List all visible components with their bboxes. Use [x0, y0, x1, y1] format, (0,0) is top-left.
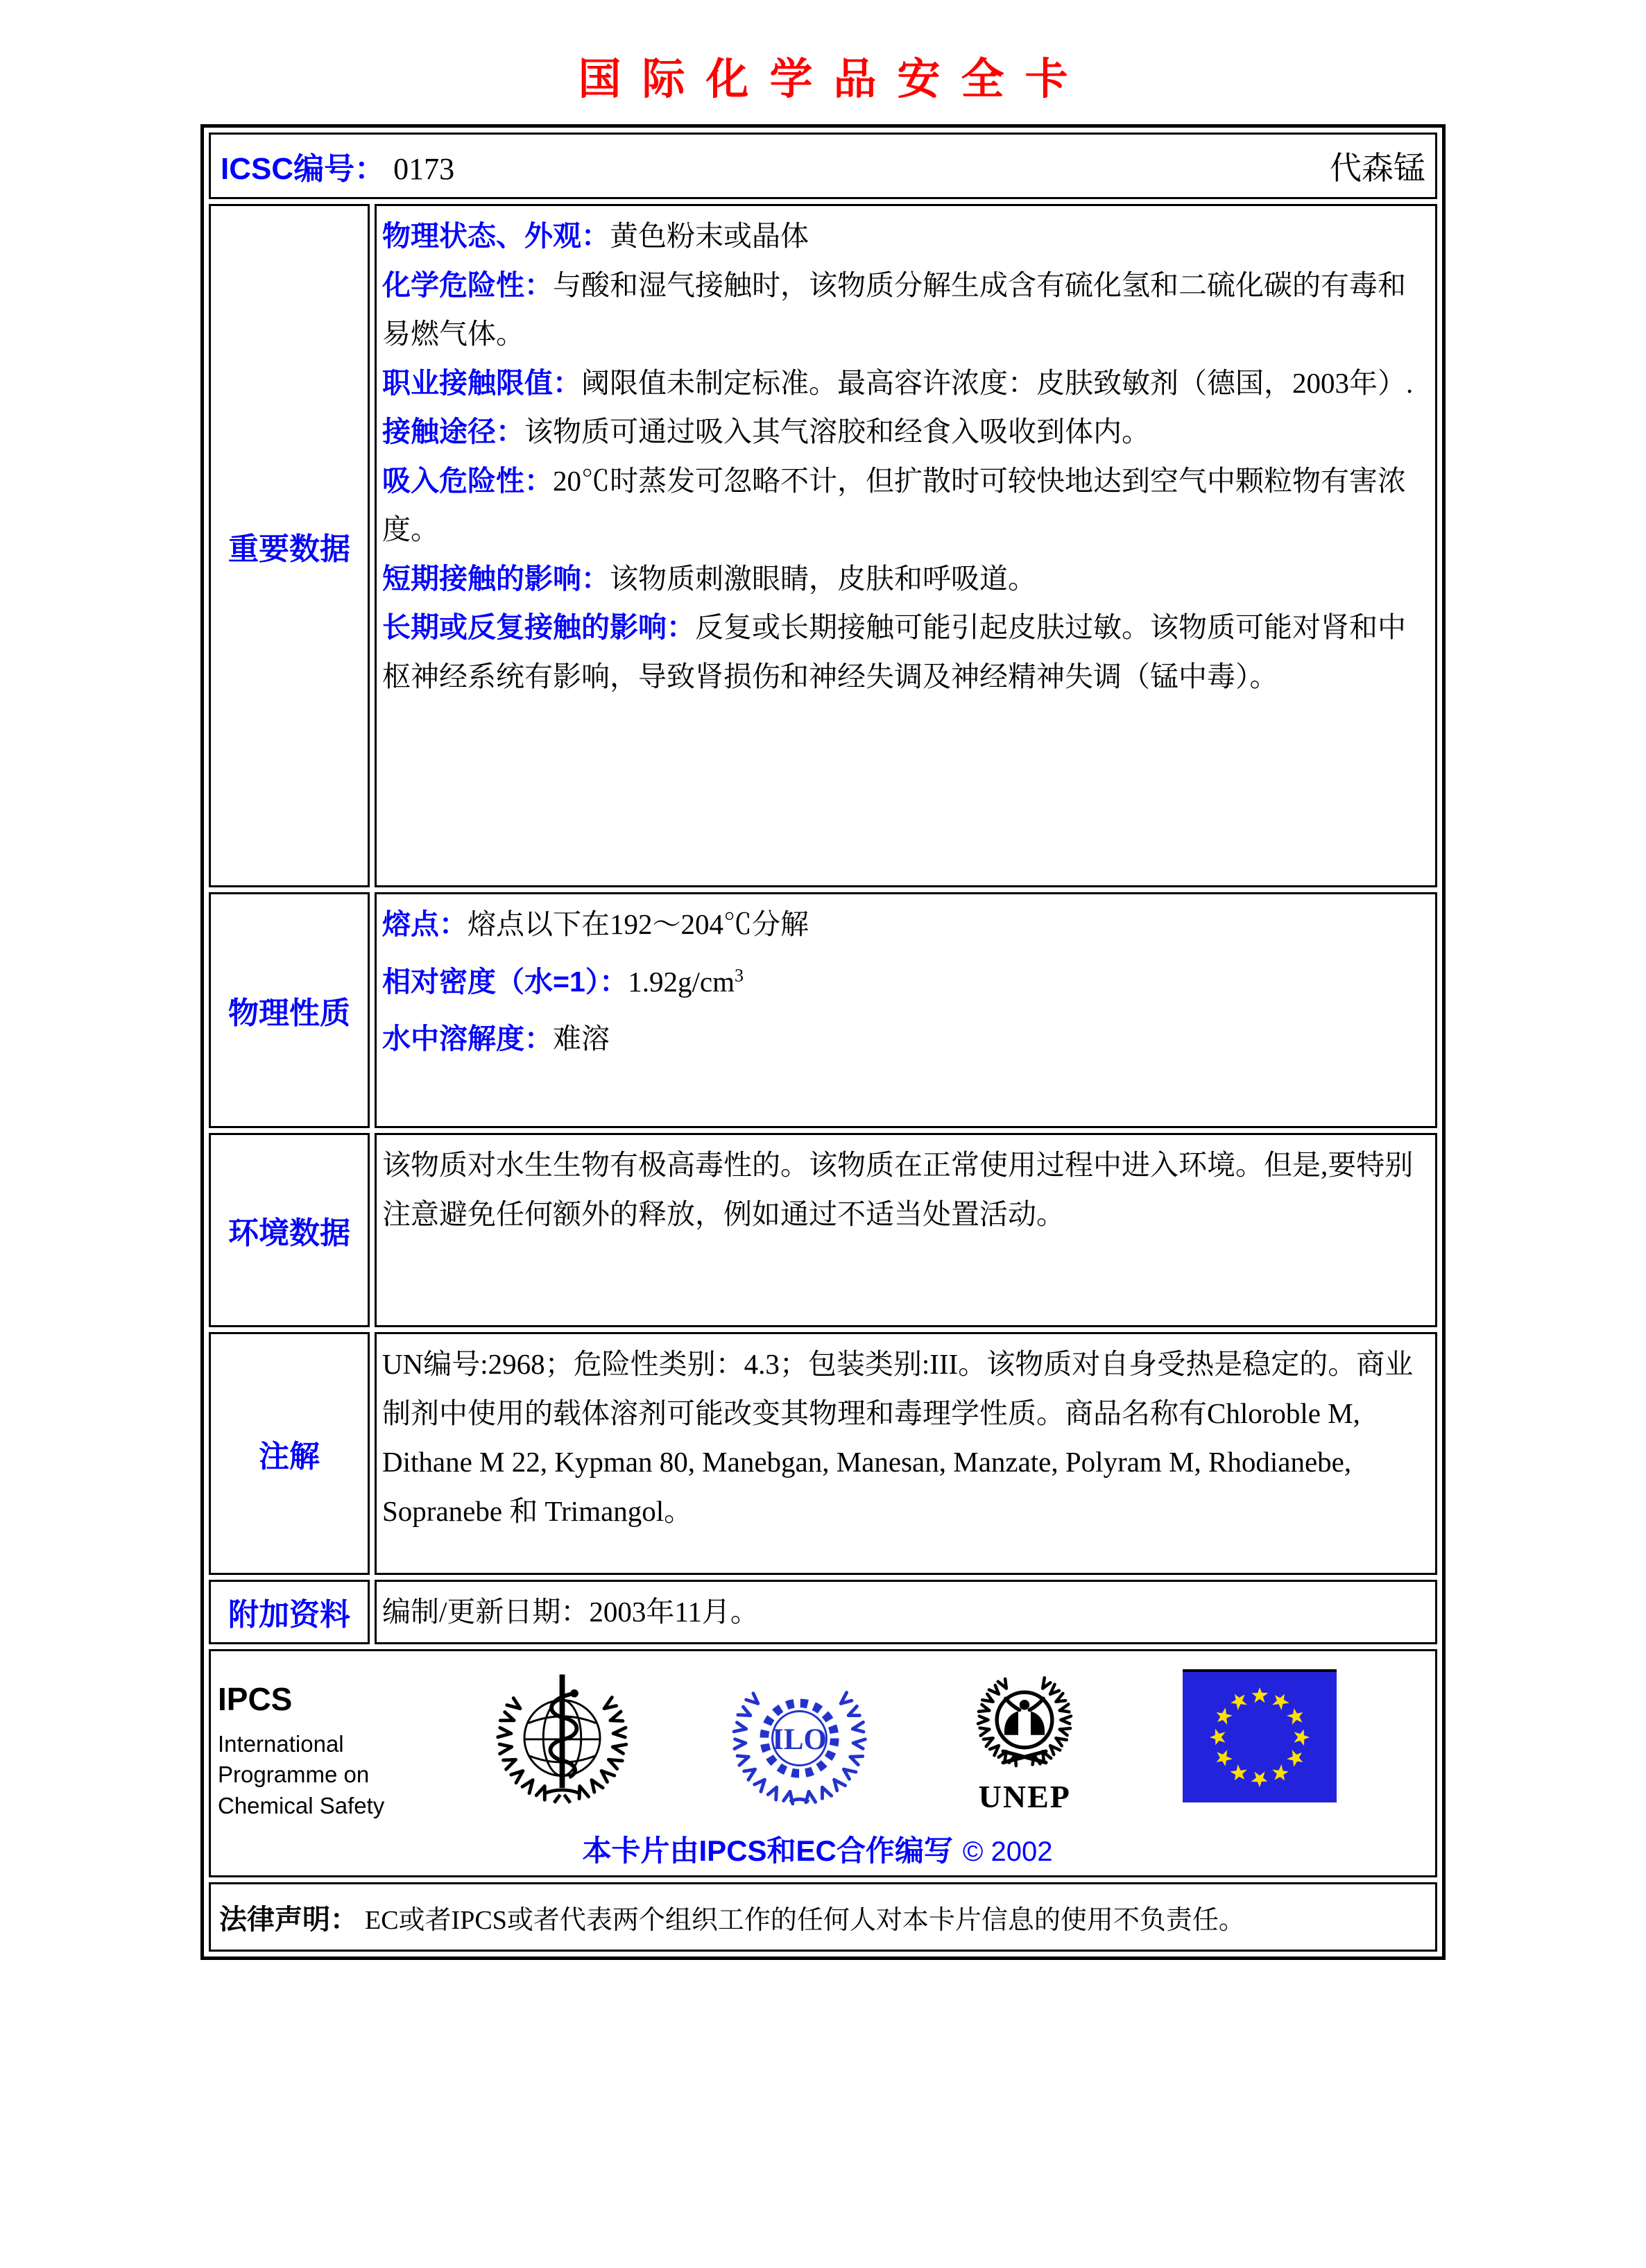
data-paragraph — [382, 359, 1423, 408]
chemical-name: 代森锰 — [1330, 151, 1425, 186]
paragraph-label: 长期或反复接触的影响： — [382, 611, 695, 644]
credit-copyright: © 2002 — [962, 1836, 1053, 1868]
logos-flex — [218, 1662, 1417, 1822]
data-paragraph — [382, 407, 1423, 457]
data-paragraph — [382, 554, 1423, 604]
paragraph-text: 熔点以下在192～204℃分解 — [468, 908, 809, 940]
paragraph-label: 吸入危险性： — [382, 464, 553, 497]
superscript: 3 — [734, 964, 744, 985]
additional-info-content — [375, 1580, 1437, 1644]
paragraph-text: 编制/更新日期：2003年11月。 — [382, 1596, 759, 1628]
paragraph-label: 短期接触的影响： — [382, 562, 610, 595]
data-paragraph — [382, 957, 1423, 1007]
data-paragraph — [382, 1141, 1423, 1238]
ipcs-text-block — [218, 1662, 393, 1822]
paragraph-label: 水中溶解度： — [382, 1023, 553, 1055]
icsc-number-label: ICSC编号： — [221, 152, 386, 186]
ipcs-line: Chemical Safety — [218, 1792, 385, 1818]
paragraph-text: 黄色粉末或晶体 — [610, 220, 809, 252]
section-label-notes: 注解 — [209, 1332, 370, 1575]
data-paragraph — [382, 900, 1423, 949]
paragraph-label: 物理状态、外观： — [382, 220, 610, 252]
data-paragraph — [382, 603, 1423, 701]
paragraph-text: 阈限值未制定标准。最高容许浓度：皮肤致敏剂（德国，2003年）. — [581, 366, 1414, 399]
paragraph-text: 1.92g/cm — [628, 965, 735, 998]
section-label-important-data: 重要数据 — [209, 204, 370, 887]
logos-cell — [209, 1649, 1437, 1878]
paragraph-text: UN编号:2968；危险性类别：4.3；包装类别:III。该物质对自身受热是稳定的。商业制剂中使用的载体溶剂可能改变其物理和毒理学性质。商品名称有Chloroble M, Dithane M 22, Kypman 80, Manebgan, Manesan, Manzate, Polyram M, Rhodianebe, Sopranebe 和 Trimangol。 — [382, 1348, 1414, 1527]
section-label-environmental-data: 环境数据 — [209, 1133, 370, 1327]
paragraph-text: 难溶 — [553, 1023, 610, 1055]
paragraph-label: 化学危险性： — [382, 268, 553, 301]
environmental-data-row — [209, 1133, 1437, 1327]
legal-cell — [209, 1882, 1437, 1952]
credit-text: 本卡片由IPCS和EC合作编写 — [582, 1834, 953, 1868]
header-cell — [209, 133, 1437, 199]
ilo-logo-icon — [732, 1671, 867, 1806]
physical-properties-content — [375, 892, 1437, 1128]
paragraph-text: 反复或长期接触可能引起皮肤过敏。该物质可能对肾和中枢神经系统有影响，导致肾损伤和神经失调及神经精神失调（锰中毒）。 — [382, 611, 1406, 692]
paragraph-text: 与酸和湿气接触时，该物质分解生成含有硫化氢和二硫化碳的有毒和易燃气体。 — [382, 268, 1406, 350]
section-label-additional-info: 附加资料 — [209, 1580, 370, 1644]
data-paragraph — [382, 212, 1423, 261]
paragraph-text: 该物质可通过吸入其气溶胶和经食入吸收到体内。 — [524, 416, 1150, 448]
data-paragraph — [382, 457, 1423, 554]
unep-logo-icon — [965, 1666, 1084, 1773]
icsc-card-table — [200, 124, 1446, 1960]
unep-logo-text: UNEP — [978, 1778, 1071, 1814]
eu-flag-icon — [1183, 1669, 1337, 1802]
logos-row — [209, 1649, 1437, 1878]
header-flex — [221, 143, 1425, 189]
paragraph-label: 职业接触限值： — [382, 366, 581, 399]
credit-line — [218, 1828, 1417, 1870]
notes-content — [375, 1332, 1437, 1575]
additional-info-row — [209, 1580, 1437, 1644]
unep-logo-block — [965, 1666, 1084, 1815]
ipcs-acronym: IPCS — [218, 1680, 293, 1717]
section-label-physical-properties: 物理性质 — [209, 892, 370, 1128]
paragraph-text: 该物质刺激眼睛，皮肤和呼吸道。 — [610, 562, 1036, 595]
environmental-data-content — [375, 1133, 1437, 1327]
header-row — [209, 133, 1437, 199]
ipcs-line: International — [218, 1730, 344, 1757]
important-data-content — [375, 204, 1437, 887]
data-paragraph — [382, 1340, 1423, 1535]
legal-row — [209, 1882, 1437, 1952]
data-paragraph — [382, 1587, 1423, 1637]
icsc-number-group — [221, 144, 454, 188]
paragraph-label: 熔点： — [382, 908, 468, 940]
legal-label: 法律声明： — [219, 1904, 358, 1935]
data-paragraph — [382, 1014, 1423, 1064]
who-logo-icon — [491, 1662, 633, 1815]
data-paragraph — [382, 261, 1423, 359]
page — [0, 44, 1646, 1960]
icsc-number-value: 0173 — [393, 152, 455, 186]
notes-row — [209, 1332, 1437, 1575]
important-data-row — [209, 204, 1437, 887]
ipcs-line: Programme on — [218, 1762, 370, 1788]
paragraph-label: 接触途径： — [382, 416, 524, 448]
page-title: 国际化学品安全卡 — [578, 56, 1089, 103]
paragraph-label: 相对密度（水=1）： — [382, 965, 628, 998]
paragraph-text: 20℃时蒸发可忽略不计，但扩散时可较快地达到空气中颗粒物有害浓度。 — [382, 464, 1406, 546]
ilo-logo-text: ILO — [771, 1723, 827, 1756]
legal-text: EC或者IPCS或者代表两个组织工作的任何人对本卡片信息的使用不负责任。 — [365, 1905, 1245, 1935]
physical-properties-row — [209, 892, 1437, 1128]
paragraph-text: 该物质对水生生物有极高毒性的。该物质在正常使用过程中进入环境。但是,要特别注意避免任何额外的释放，例如通过不适当处置活动。 — [382, 1149, 1414, 1230]
